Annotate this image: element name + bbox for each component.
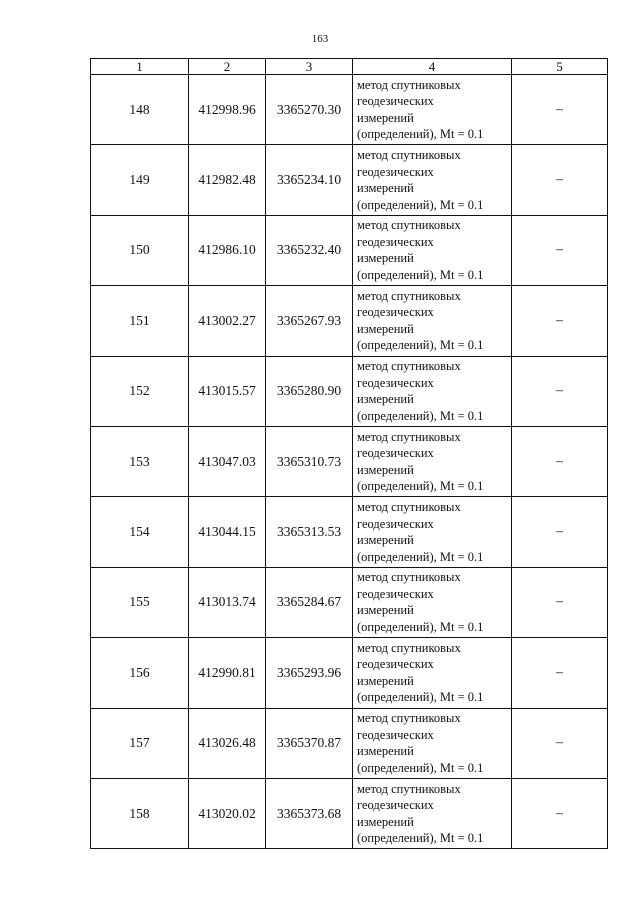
method-line: (определений), Mt = 0.1: [357, 338, 484, 353]
method-line: метод спутниковых: [357, 429, 461, 444]
note-cell: –: [512, 145, 608, 215]
table-row: [91, 356, 608, 426]
method-line: измерений: [357, 181, 414, 196]
method-line: метод спутниковых: [357, 148, 461, 163]
method-line: (определений), Mt = 0.1: [357, 690, 484, 705]
table-row: [91, 638, 608, 708]
method-line: метод спутниковых: [357, 711, 461, 726]
method-line: метод спутниковых: [357, 288, 461, 303]
method-cell: [353, 286, 512, 356]
table-row: [91, 215, 608, 285]
y-coordinate-cell: 3365293.96: [266, 638, 353, 708]
point-number-cell: 149: [91, 145, 189, 215]
point-number-cell: 158: [91, 778, 189, 848]
x-coordinate-cell: 412990.81: [189, 638, 266, 708]
note-cell: –: [512, 75, 608, 145]
point-number-cell: 157: [91, 708, 189, 778]
method-line: метод спутниковых: [357, 77, 461, 92]
table-row: [91, 286, 608, 356]
method-line: измерений: [357, 110, 414, 125]
method-line: измерений: [357, 673, 414, 688]
table-body: [91, 75, 608, 849]
note-cell: –: [512, 567, 608, 637]
method-line: метод спутниковых: [357, 781, 461, 796]
column-header-3: 3: [266, 59, 353, 75]
method-line: геодезических: [357, 446, 434, 461]
point-number-cell: 148: [91, 75, 189, 145]
method-line: измерений: [357, 814, 414, 829]
method-cell: [353, 567, 512, 637]
method-line: метод спутниковых: [357, 359, 461, 374]
method-line: геодезических: [357, 164, 434, 179]
note-cell: –: [512, 426, 608, 496]
method-line: (определений), Mt = 0.1: [357, 267, 484, 282]
method-line: геодезических: [357, 516, 434, 531]
method-line: метод спутниковых: [357, 500, 461, 515]
table-row: [91, 75, 608, 145]
point-number-cell: 153: [91, 426, 189, 496]
method-line: (определений), Mt = 0.1: [357, 760, 484, 775]
method-cell: [353, 497, 512, 567]
method-line: геодезических: [357, 586, 434, 601]
note-cell: –: [512, 497, 608, 567]
method-line: (определений), Mt = 0.1: [357, 831, 484, 846]
method-line: измерений: [357, 251, 414, 266]
method-line: геодезических: [357, 94, 434, 109]
method-line: (определений), Mt = 0.1: [357, 197, 484, 212]
method-line: измерений: [357, 321, 414, 336]
table-row: [91, 778, 608, 848]
point-number-cell: 151: [91, 286, 189, 356]
column-header-1: 1: [91, 59, 189, 75]
method-line: (определений), Mt = 0.1: [357, 479, 484, 494]
x-coordinate-cell: 413015.57: [189, 356, 266, 426]
page-number: 163: [311, 33, 329, 45]
table-row: [91, 145, 608, 215]
y-coordinate-cell: 3365370.87: [266, 708, 353, 778]
x-coordinate-cell: 413002.27: [189, 286, 266, 356]
point-number-cell: 154: [91, 497, 189, 567]
method-line: (определений), Mt = 0.1: [357, 127, 484, 142]
method-line: измерений: [357, 392, 414, 407]
column-header-5: 5: [512, 59, 608, 75]
table-row: [91, 708, 608, 778]
method-line: геодезических: [357, 305, 434, 320]
x-coordinate-cell: 413026.48: [189, 708, 266, 778]
point-number-cell: 156: [91, 638, 189, 708]
note-cell: –: [512, 215, 608, 285]
y-coordinate-cell: 3365284.67: [266, 567, 353, 637]
table-row: [91, 497, 608, 567]
y-coordinate-cell: 3365313.53: [266, 497, 353, 567]
x-coordinate-cell: 413013.74: [189, 567, 266, 637]
note-cell: –: [512, 638, 608, 708]
method-line: измерений: [357, 744, 414, 759]
method-line: (определений), Mt = 0.1: [357, 619, 484, 634]
method-line: геодезических: [357, 727, 434, 742]
y-coordinate-cell: 3365232.40: [266, 215, 353, 285]
table-row: [91, 426, 608, 496]
method-cell: [353, 215, 512, 285]
method-cell: [353, 638, 512, 708]
table-row: [91, 567, 608, 637]
method-line: метод спутниковых: [357, 640, 461, 655]
y-coordinate-cell: 3365267.93: [266, 286, 353, 356]
y-coordinate-cell: 3365270.30: [266, 75, 353, 145]
method-line: (определений), Mt = 0.1: [357, 408, 484, 423]
method-cell: [353, 708, 512, 778]
method-line: метод спутниковых: [357, 218, 461, 233]
note-cell: –: [512, 708, 608, 778]
column-header-4: 4: [353, 59, 512, 75]
table-header-row: [91, 59, 608, 75]
method-line: геодезических: [357, 657, 434, 672]
x-coordinate-cell: 413047.03: [189, 426, 266, 496]
method-line: измерений: [357, 462, 414, 477]
x-coordinate-cell: 413044.15: [189, 497, 266, 567]
note-cell: –: [512, 286, 608, 356]
method-line: измерений: [357, 603, 414, 618]
method-line: геодезических: [357, 798, 434, 813]
coordinates-table: [90, 58, 608, 849]
y-coordinate-cell: 3365234.10: [266, 145, 353, 215]
method-line: (определений), Mt = 0.1: [357, 549, 484, 564]
x-coordinate-cell: 412982.48: [189, 145, 266, 215]
point-number-cell: 152: [91, 356, 189, 426]
note-cell: –: [512, 778, 608, 848]
y-coordinate-cell: 3365373.68: [266, 778, 353, 848]
x-coordinate-cell: 413020.02: [189, 778, 266, 848]
method-line: метод спутниковых: [357, 570, 461, 585]
method-cell: [353, 426, 512, 496]
point-number-cell: 155: [91, 567, 189, 637]
note-cell: –: [512, 356, 608, 426]
method-cell: [353, 778, 512, 848]
y-coordinate-cell: 3365280.90: [266, 356, 353, 426]
x-coordinate-cell: 412986.10: [189, 215, 266, 285]
method-line: геодезических: [357, 375, 434, 390]
method-line: геодезических: [357, 234, 434, 249]
x-coordinate-cell: 412998.96: [189, 75, 266, 145]
column-header-2: 2: [189, 59, 266, 75]
method-cell: [353, 356, 512, 426]
y-coordinate-cell: 3365310.73: [266, 426, 353, 496]
method-cell: [353, 145, 512, 215]
method-line: измерений: [357, 533, 414, 548]
point-number-cell: 150: [91, 215, 189, 285]
method-cell: [353, 75, 512, 145]
